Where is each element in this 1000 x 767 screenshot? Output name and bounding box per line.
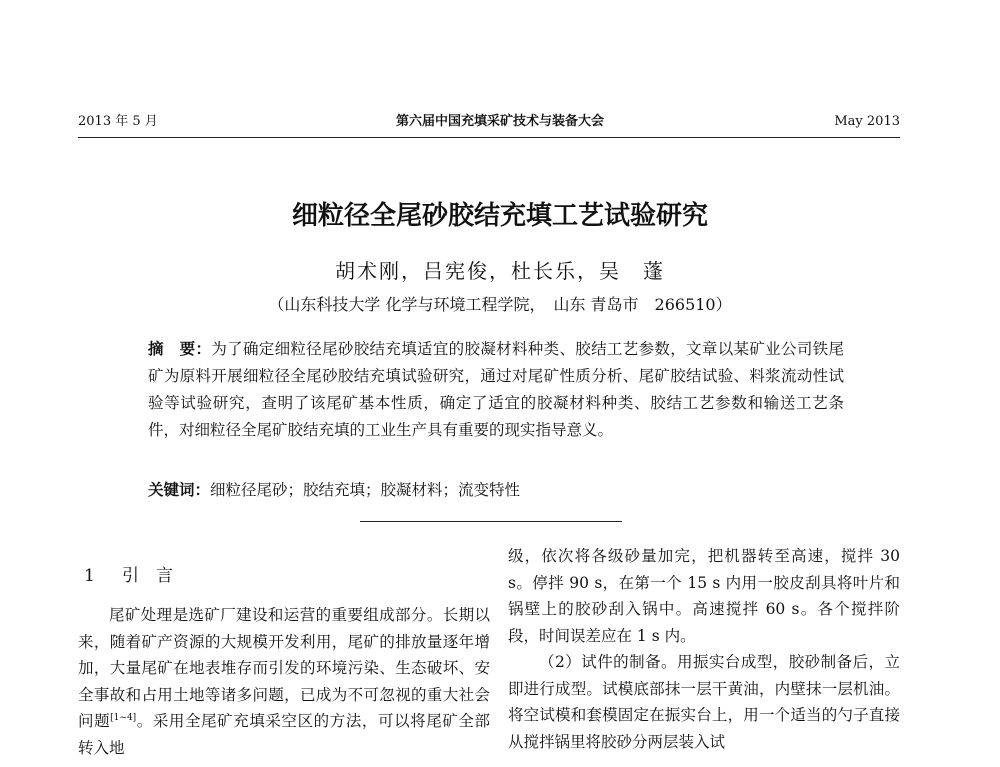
intro-text-cont: 。采用全尾矿充填采空区的方法，可以将尾矿全部转入地 (78, 712, 490, 757)
abstract (148, 336, 844, 444)
header-rule (78, 137, 900, 138)
keywords-label: 关键词： (148, 481, 211, 499)
section-title: 引 言 (122, 566, 173, 586)
header-date: 2013 年 5 月 (78, 114, 158, 129)
section-divider (360, 521, 622, 522)
keywords (148, 478, 844, 502)
citation-ref: [1~4] (110, 712, 137, 723)
specimen-paragraph: （2）试件的制备。用振实台成型，胶砂制备后，立即进行成型。试模底部抹一层干黄油，内壁抹一层机油。将空试模和套模固定在振实台上，用一个适当的勺子直接从搅拌锅里将胶砂分两层装入试 (508, 653, 900, 751)
left-column (78, 602, 490, 761)
intro-paragraph (78, 602, 490, 761)
section-number: 1 (84, 566, 95, 586)
right-column (508, 543, 900, 755)
abstract-text: 为了确定细粒径尾砂胶结充填适宜的胶凝材料种类、胶结工艺参数，文章以某矿业公司铁尾矿为原料开展细粒径全尾砂胶结充填试验研究，通过对尾矿性质分析、尾矿胶结试验、料浆流动性试验等试验研究，查明了该尾矿基本性质，确定了适宜的胶凝材料种类、胶结工艺参数和输送工艺条件，对细粒径全尾矿胶结充填的工业生产具有重要的现实指导意义。 (148, 340, 844, 439)
header-date-en: May 2013 (834, 114, 900, 129)
header-conference: 第六届中国充填采矿技术与装备大会 (395, 114, 604, 129)
affiliation: （山东科技大学 化学与环境工程学院， 山东 青岛市 266510） (268, 295, 732, 314)
keywords-text: 细粒径尾砂；胶结充填；胶凝材料；流变特性 (210, 481, 521, 499)
section-heading (84, 564, 173, 588)
mixing-paragraph: 级，依次将各级砂量加完，把机器转至高速，搅拌 30 s。停拌 90 s，在第一个 15 s 内用一胶皮刮具将叶片和锅壁上的胶砂刮入锅中。高速搅拌 60 s。各个搅拌阶段，时间误差应在 1 s 内。 (508, 547, 900, 645)
paper-title: 细粒径全尾砂胶结充填工艺试验研究 (291, 201, 708, 231)
intro-text: 尾矿处理是选矿厂建设和运营的重要组成部分。长期以来，随着矿产资源的大规模开发利用，尾矿的排放量逐年增加，大量尾矿在地表堆存而引发的环境污染、生态破坏、安全事故和占用土地等诸多问题，已成为不可忽视的重大社会问题 (78, 606, 490, 730)
abstract-label: 摘 要： (148, 340, 212, 358)
authors: 胡术刚，吕宪俊，杜长乐，吴 蓬 (335, 259, 665, 283)
